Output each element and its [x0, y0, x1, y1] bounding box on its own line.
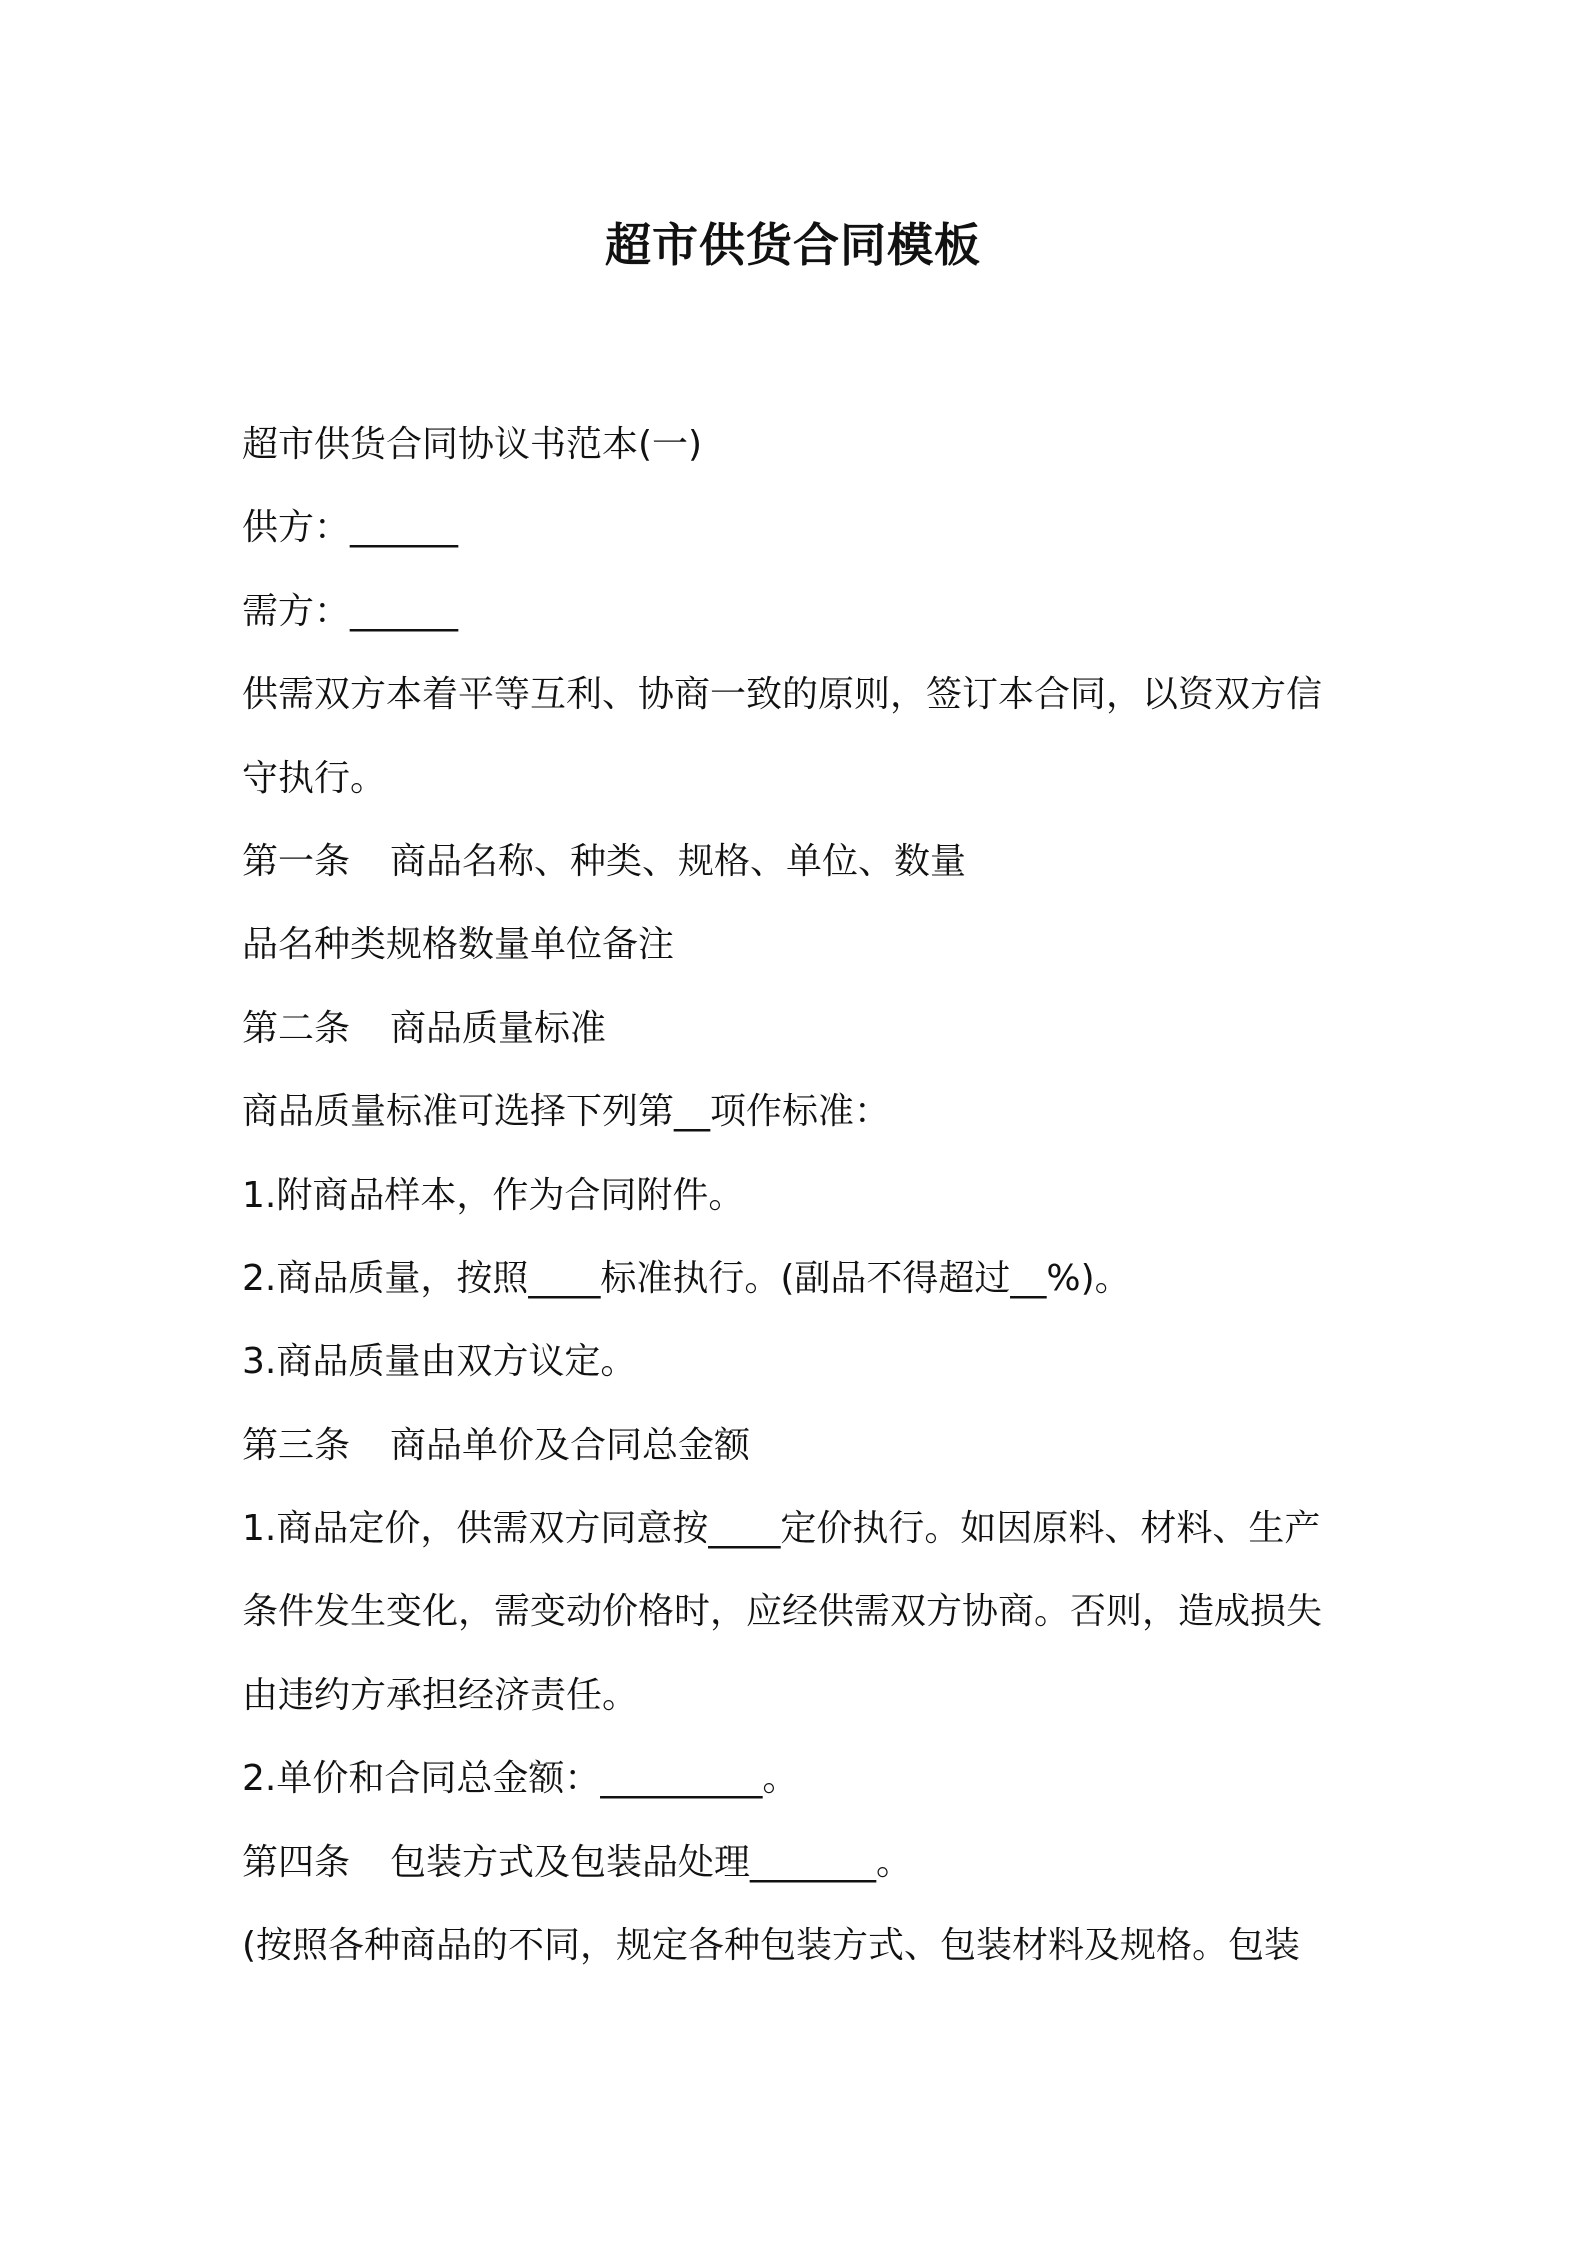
document-title: 超市供货合同模板: [605, 218, 981, 272]
preamble-line-2: 守执行。: [242, 757, 387, 799]
article-1-title: 商品名称、种类、规格、单位、数量: [390, 840, 967, 882]
article-2-title: 商品质量标准: [390, 1007, 607, 1049]
quality-item-3: 3.商品质量由双方议定。: [242, 1341, 637, 1383]
buyer-line: 需方：______: [242, 590, 459, 632]
quality-standard-intro: 商品质量标准可选择下列第__项作标准：: [242, 1091, 891, 1133]
document-body: [242, 403, 1362, 1987]
article-2-number: 第二条: [242, 1007, 351, 1049]
article-1-number: 第一条: [242, 840, 351, 882]
pricing-item-1-line-1: 1.商品定价，供需双方同意按____定价执行。如因原料、材料、生产: [242, 1508, 1321, 1550]
article-3-title: 商品单价及合同总金额: [390, 1424, 751, 1466]
agreement-subtitle: 超市供货合同协议书范本(一): [242, 424, 703, 465]
article-1-heading: [242, 820, 1362, 903]
article-3-number: 第三条: [242, 1424, 351, 1466]
packaging-note: (按照各种商品的不同，规定各种包装方式、包装材料及规格。包装: [242, 1925, 1301, 1967]
goods-table-header: 品名种类规格数量单位备注: [242, 924, 675, 966]
article-4-heading: [242, 1821, 1362, 1904]
supplier-line: 供方：______: [242, 507, 459, 549]
pricing-item-1-line-2: 条件发生变化，需变动价格时，应经供需双方协商。否则，造成损失: [242, 1591, 1323, 1633]
preamble-line-1: 供需双方本着平等互利、协商一致的原则，签订本合同，以资双方信: [242, 674, 1323, 716]
article-2-heading: [242, 987, 1362, 1070]
pricing-item-1-line-3: 由违约方承担经济责任。: [242, 1674, 639, 1716]
article-4-title: 包装方式及包装品处理_______。: [390, 1841, 913, 1883]
pricing-item-2: 2.单价和合同总金额：_________。: [242, 1758, 799, 1800]
article-4-number: 第四条: [242, 1841, 351, 1883]
quality-item-1: 1.附商品样本，作为合同附件。: [242, 1174, 745, 1216]
article-3-heading: [242, 1404, 1362, 1487]
quality-item-2: 2.商品质量，按照____标准执行。(副品不得超过__%)。: [242, 1257, 1131, 1299]
